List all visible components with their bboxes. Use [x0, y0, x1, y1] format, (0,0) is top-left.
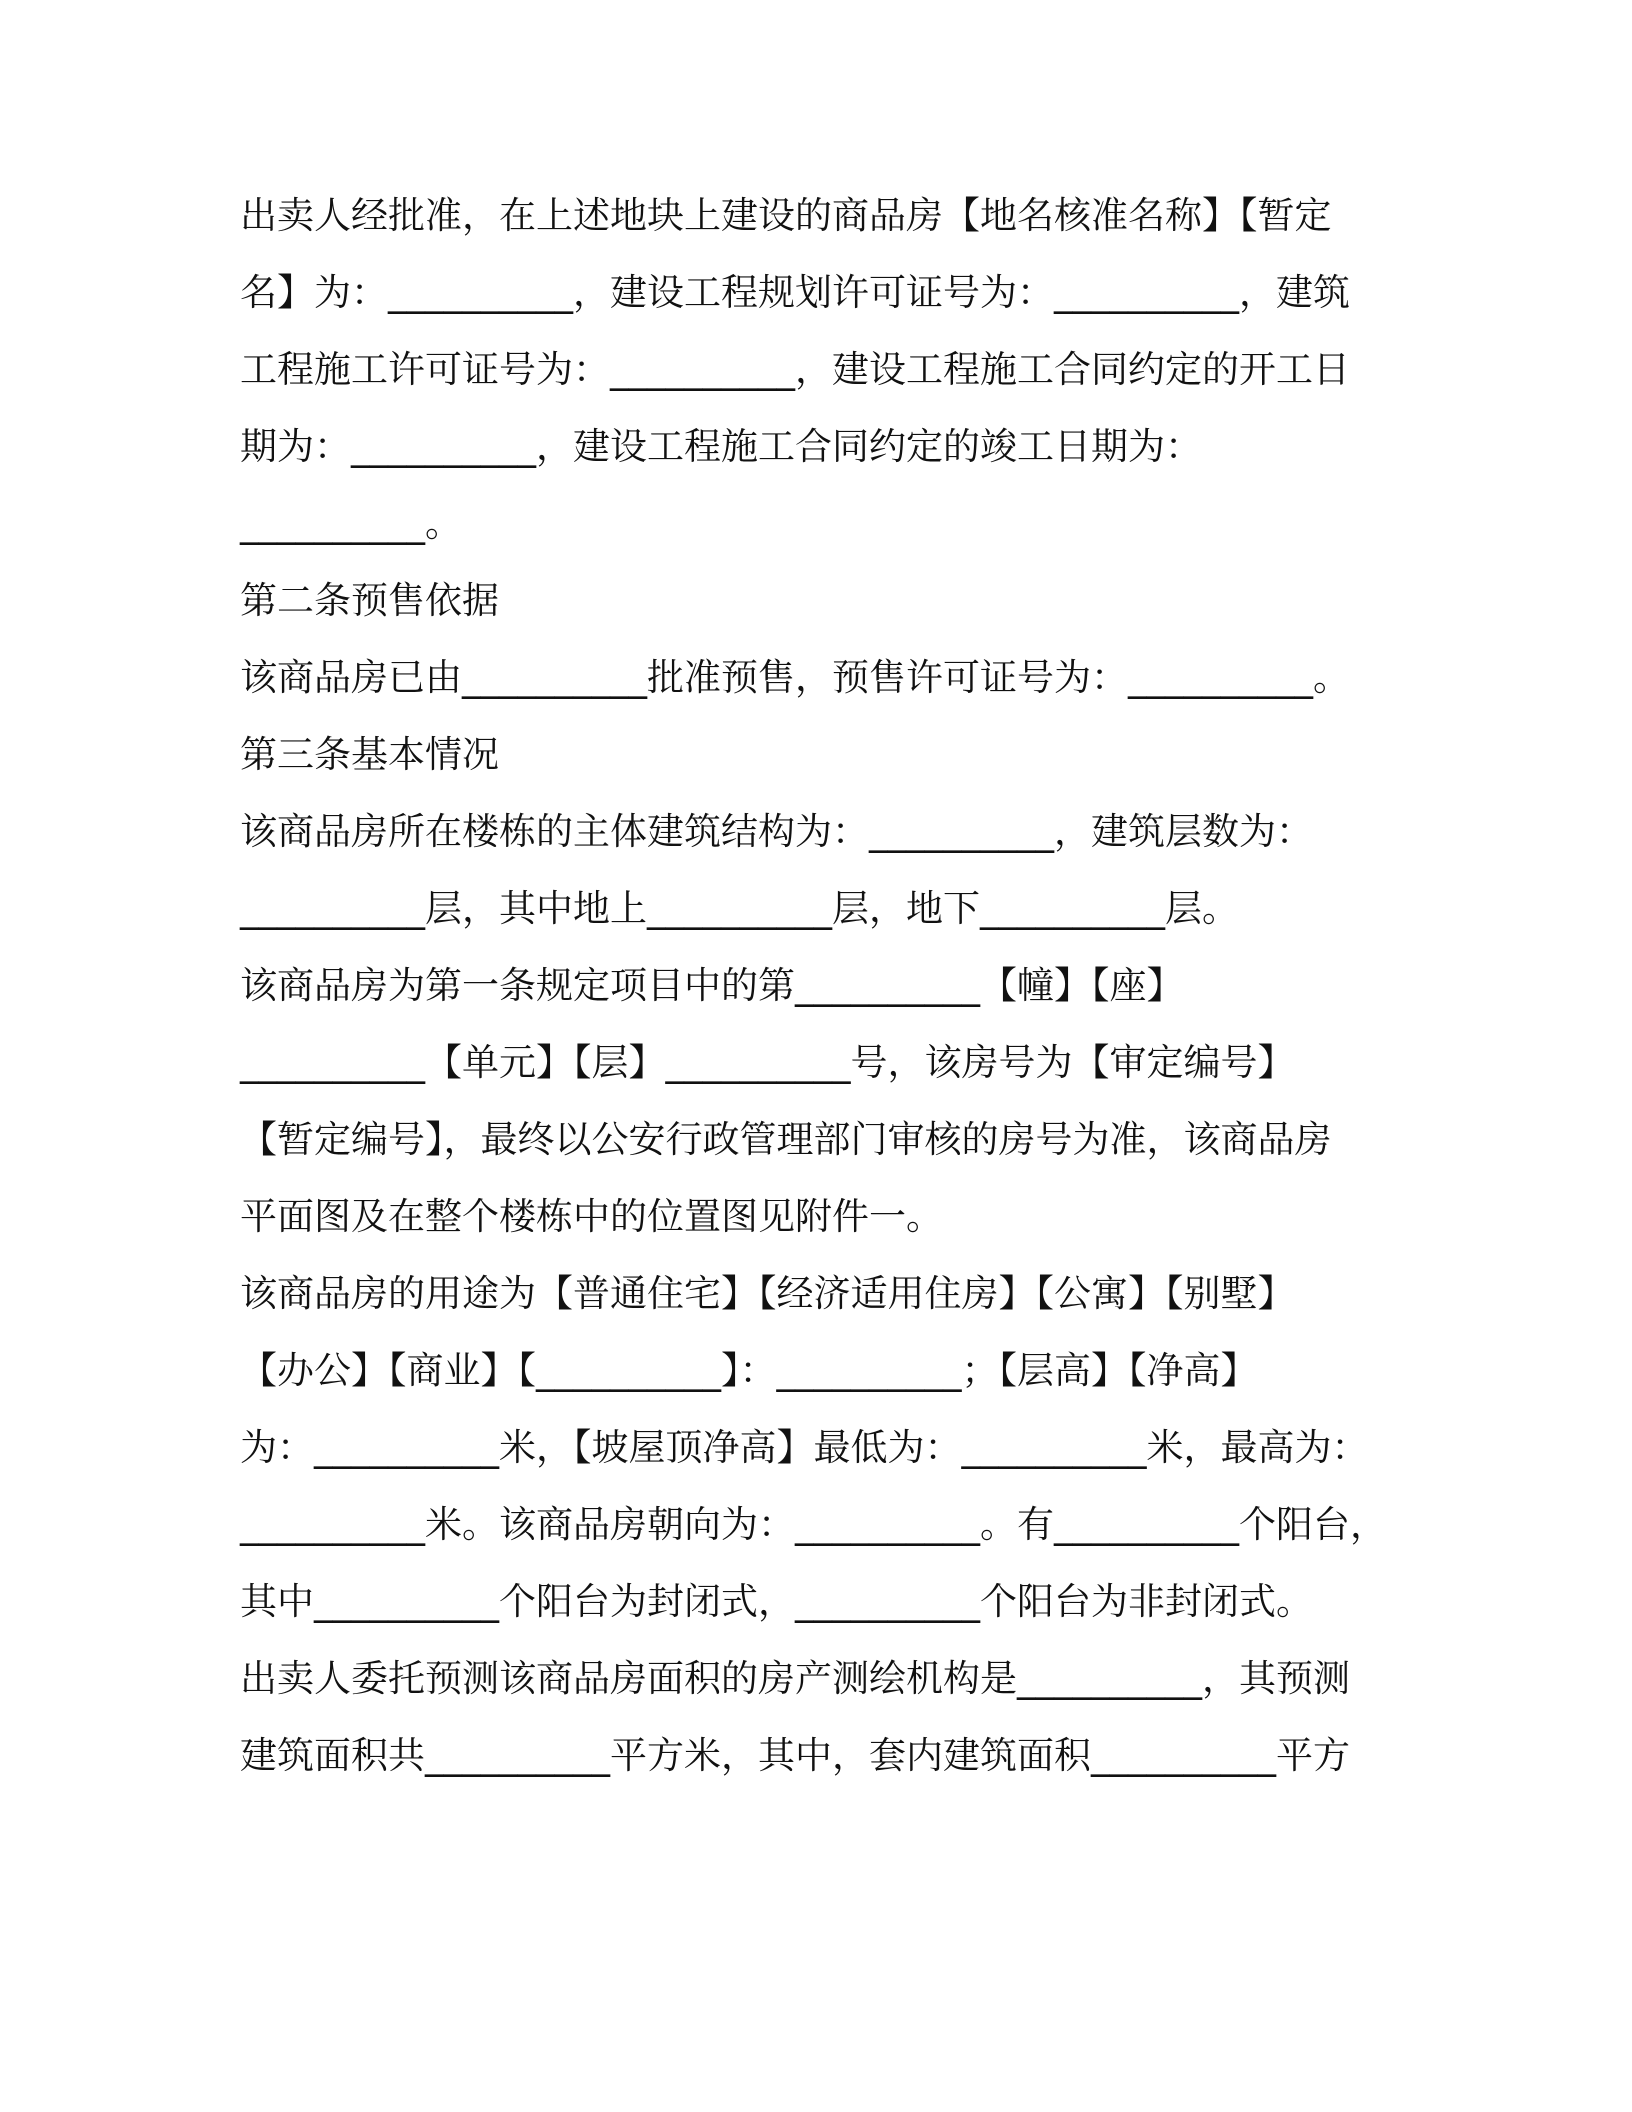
text-line: 工程施工许可证号为：__________，建设工程施工合同约定的开工日	[240, 348, 1350, 391]
section-heading-presale-basis: 第二条预售依据	[240, 579, 499, 622]
section-heading-basic-info: 第三条基本情况	[240, 733, 499, 776]
text-line: 该商品房为第一条规定项目中的第__________【幢】【座】	[240, 964, 1184, 1007]
text-line: 【办公】【商业】【__________】：__________；【层高】【净高】	[240, 1349, 1258, 1392]
text-line: 建筑面积共__________平方米，其中，套内建筑面积__________平方	[240, 1734, 1350, 1777]
contract-text	[240, 188, 1410, 1805]
text-line: __________【单元】【层】__________号，该房号为【审定编号】	[240, 1041, 1295, 1084]
text-line: 其中__________个阳台为封闭式，__________个阳台为非封闭式。	[240, 1580, 1313, 1623]
text-line: 期为：__________，建设工程施工合同约定的竣工日期为：	[240, 425, 1202, 468]
text-line: 出卖人委托预测该商品房面积的房产测绘机构是__________，其预测	[240, 1657, 1350, 1700]
text-line: 该商品房的用途为【普通住宅】【经济适用住房】【公寓】【别墅】	[240, 1272, 1295, 1315]
text-line: __________。	[240, 502, 462, 545]
text-line: 【暂定编号】，最终以公安行政管理部门审核的房号为准，该商品房	[240, 1118, 1332, 1161]
text-line: 名】为：__________，建设工程规划许可证号为：__________，建筑	[240, 271, 1350, 314]
text-line: 该商品房所在楼栋的主体建筑结构为：__________，建筑层数为：	[240, 810, 1313, 853]
text-line: __________层，其中地上__________层，地下__________层。	[240, 887, 1239, 930]
text-line: 出卖人经批准，在上述地块上建设的商品房【地名核准名称】【暂定	[240, 194, 1332, 237]
text-line: 该商品房已由__________批准预售，预售许可证号为：__________。	[240, 656, 1350, 699]
text-line: 为：__________米，【坡屋顶净高】最低为：__________米，最高为：	[240, 1426, 1369, 1469]
text-line: __________米。该商品房朝向为：__________。有__________个阳台，	[240, 1503, 1387, 1546]
text-line: 平面图及在整个楼栋中的位置图见附件一。	[240, 1195, 943, 1238]
